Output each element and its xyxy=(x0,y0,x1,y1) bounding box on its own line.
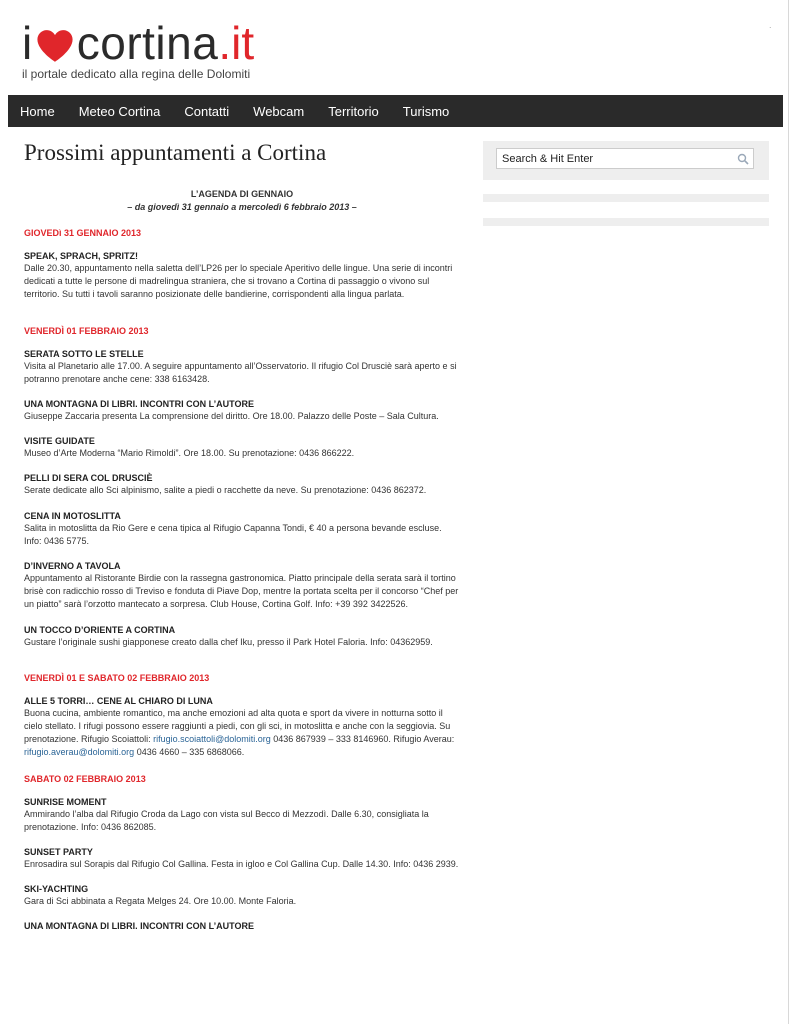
event-title: PELLI DI SERA COL DRUSCIÈ xyxy=(24,473,153,484)
event-text: Ammirando l’alba dal Rifugio Croda da Lago con vista sul Becco di Mezzodì. Dalle 6.30, consigliata la prenotazione. Info: 0436 862085. xyxy=(24,808,429,832)
page-title: Prossimi appuntamenti a Cortina xyxy=(24,140,327,165)
nav-home[interactable]: Home xyxy=(20,103,55,119)
day-heading: VENERDÌ 01 FEBBRAIO 2013 xyxy=(24,325,149,336)
day-heading: SABATO 02 FEBBRAIO 2013 xyxy=(24,773,146,784)
article xyxy=(24,127,460,931)
event-title: ALLE 5 TORRI… CENE AL CHIARO DI LUNA xyxy=(24,695,213,706)
event-title: SKI-YACHTING xyxy=(24,884,89,895)
search-widget xyxy=(483,141,769,180)
day-heading: GIOVEDì 31 GENNAIO 2013 xyxy=(24,228,142,238)
nav-webcam[interactable]: Webcam xyxy=(253,103,305,119)
event-text: Giuseppe Zaccaria presenta La comprensione del diritto. Ore 18.00. Palazzo delle Poste – Sala Cultura. xyxy=(24,411,439,422)
event-text: Appuntamento al Ristorante Birdie con la rassegna gastronomica. Piatto principale della serata sarà il tortino brisè con radicchio rosso di Treviso e fonduta di Piave Dop, mentre la portata scelta per il concorso “Chef per un piatto” sarà l’orzotto mantecato a sorpresa. Club House, Cortina Golf. Info: +39 392 3422526. xyxy=(24,573,459,610)
event-text xyxy=(24,707,460,760)
nav-meteo-cortina[interactable]: Meteo Cortina xyxy=(78,103,161,119)
main-nav xyxy=(8,95,783,127)
event-title: SERATA SOTTO LE STELLE xyxy=(24,348,144,359)
logo-i: i xyxy=(22,17,33,69)
heart-icon xyxy=(36,29,74,63)
nav-territorio[interactable]: Territorio xyxy=(328,103,379,119)
event-text-part: 0436 867939 – 333 8146960. Rifugio Averau: xyxy=(270,734,455,745)
day-heading: VENERDÌ 01 E SABATO 02 FEBBRAIO 2013 xyxy=(24,672,210,683)
site-tagline: il portale dedicato alla regina delle Dolomiti xyxy=(22,67,251,81)
event-text: Enrosadira sul Sorapis dal Rifugio Col Gallina. Festa in igloo e Col Gallina Cup. Dalle 14.30. Info: 0436 2939. xyxy=(24,859,459,870)
sidebar xyxy=(483,141,769,226)
logo-name: cortina xyxy=(76,17,219,69)
event-text: Gara di Sci abbinata a Regata Melges 24. Ore 10.00. Monte Faloria. xyxy=(24,896,297,907)
search-field xyxy=(496,148,754,169)
email-link-scoiattoli[interactable]: rifugio.scoiattoli@dolomiti.org xyxy=(153,734,271,745)
search-icon[interactable] xyxy=(737,153,749,165)
agenda-range: – da giovedì 31 gennaio a mercoledì 6 febbraio 2013 – xyxy=(127,202,357,212)
event-title: SUNRISE MOMENT xyxy=(24,796,107,807)
corner-mark: . xyxy=(769,20,772,30)
page-border xyxy=(788,0,789,1024)
event-text: Gustare l’originale sushi giapponese creato dalla chef Iku, presso il Park Hotel Faloria. Info: 04362959. xyxy=(24,636,433,647)
event-text: Dalle 20.30, appuntamento nella saletta dell’LP26 per lo speciale Aperitivo delle lingue. Una serie di incontri dedicati a tutte le persone di madrelingua straniera, che si trovano a Cortina di passaggio o vivono sul territorio. Su tutti i tavoli saranno posizionate delle bandierine, corrispondenti alla lingua parlata. xyxy=(24,263,453,300)
sidebar-widget-bar xyxy=(483,194,769,202)
nav-turismo[interactable]: Turismo xyxy=(402,103,450,119)
event-text: Visita al Planetario alle 17.00. A seguire appuntamento all’Osservatorio. Il rifugio Col Drusciè sarà aperto e si potranno prenotare anche cene: 338 6163428. xyxy=(24,360,457,384)
event-text: Museo d’Arte Moderna “Mario Rimoldi”. Ore 18.00. Su prenotazione: 0436 866222. xyxy=(24,448,355,459)
event-text-part: Buona cucina, ambiente romantico, ma anche emozioni ad alta quota e sport da vivere in notturna sotto il cielo stellato. I rifugi possono essere raggiunti a piedi, con gli sci, in motoslitta e anche con la seggiovia. Su prenotazione. Rifugio Scoiattoli: xyxy=(24,707,451,745)
event-title: UN TOCCO D’ORIENTE A CORTINA xyxy=(24,624,176,635)
event-title: UNA MONTAGNA DI LIBRI. INCONTRI CON L’AUTORE xyxy=(24,921,254,932)
event-title: SUNSET PARTY xyxy=(24,847,93,858)
event-title: UNA MONTAGNA DI LIBRI. INCONTRI CON L’AUTORE xyxy=(24,399,254,410)
event-title: VISITE GUIDATE xyxy=(24,436,95,447)
event-title: CENA IN MOTOSLITTA xyxy=(24,510,121,521)
logo-tld: .it xyxy=(218,17,255,69)
nav-contatti[interactable]: Contatti xyxy=(184,103,230,119)
search-input[interactable] xyxy=(497,150,732,169)
agenda-heading: L’AGENDA DI GENNAIO xyxy=(190,189,294,199)
email-link-averau[interactable]: rifugio.averau@dolomiti.org xyxy=(24,747,135,758)
event-text-part: 0436 4660 – 335 6868066. xyxy=(134,747,245,758)
sidebar-widget-bar xyxy=(483,218,769,226)
event-title: SPEAK, SPRACH, SPRITZ! xyxy=(24,251,139,261)
site-logo[interactable] xyxy=(22,14,255,69)
event-info: Info: 0436 5775. xyxy=(24,535,90,546)
event-text: Salita in motoslitta da Rio Gere e cena tipica al Rifugio Capanna Tondi, € 40 a persona bevande escluse. xyxy=(24,522,442,533)
site-header xyxy=(0,0,791,95)
event-title: D’INVERNO A TAVOLA xyxy=(24,561,121,572)
event-text: Serate dedicate allo Sci alpinismo, salite a piedi o racchette da neve. Su prenotazione: 0436 862372. xyxy=(24,485,427,496)
